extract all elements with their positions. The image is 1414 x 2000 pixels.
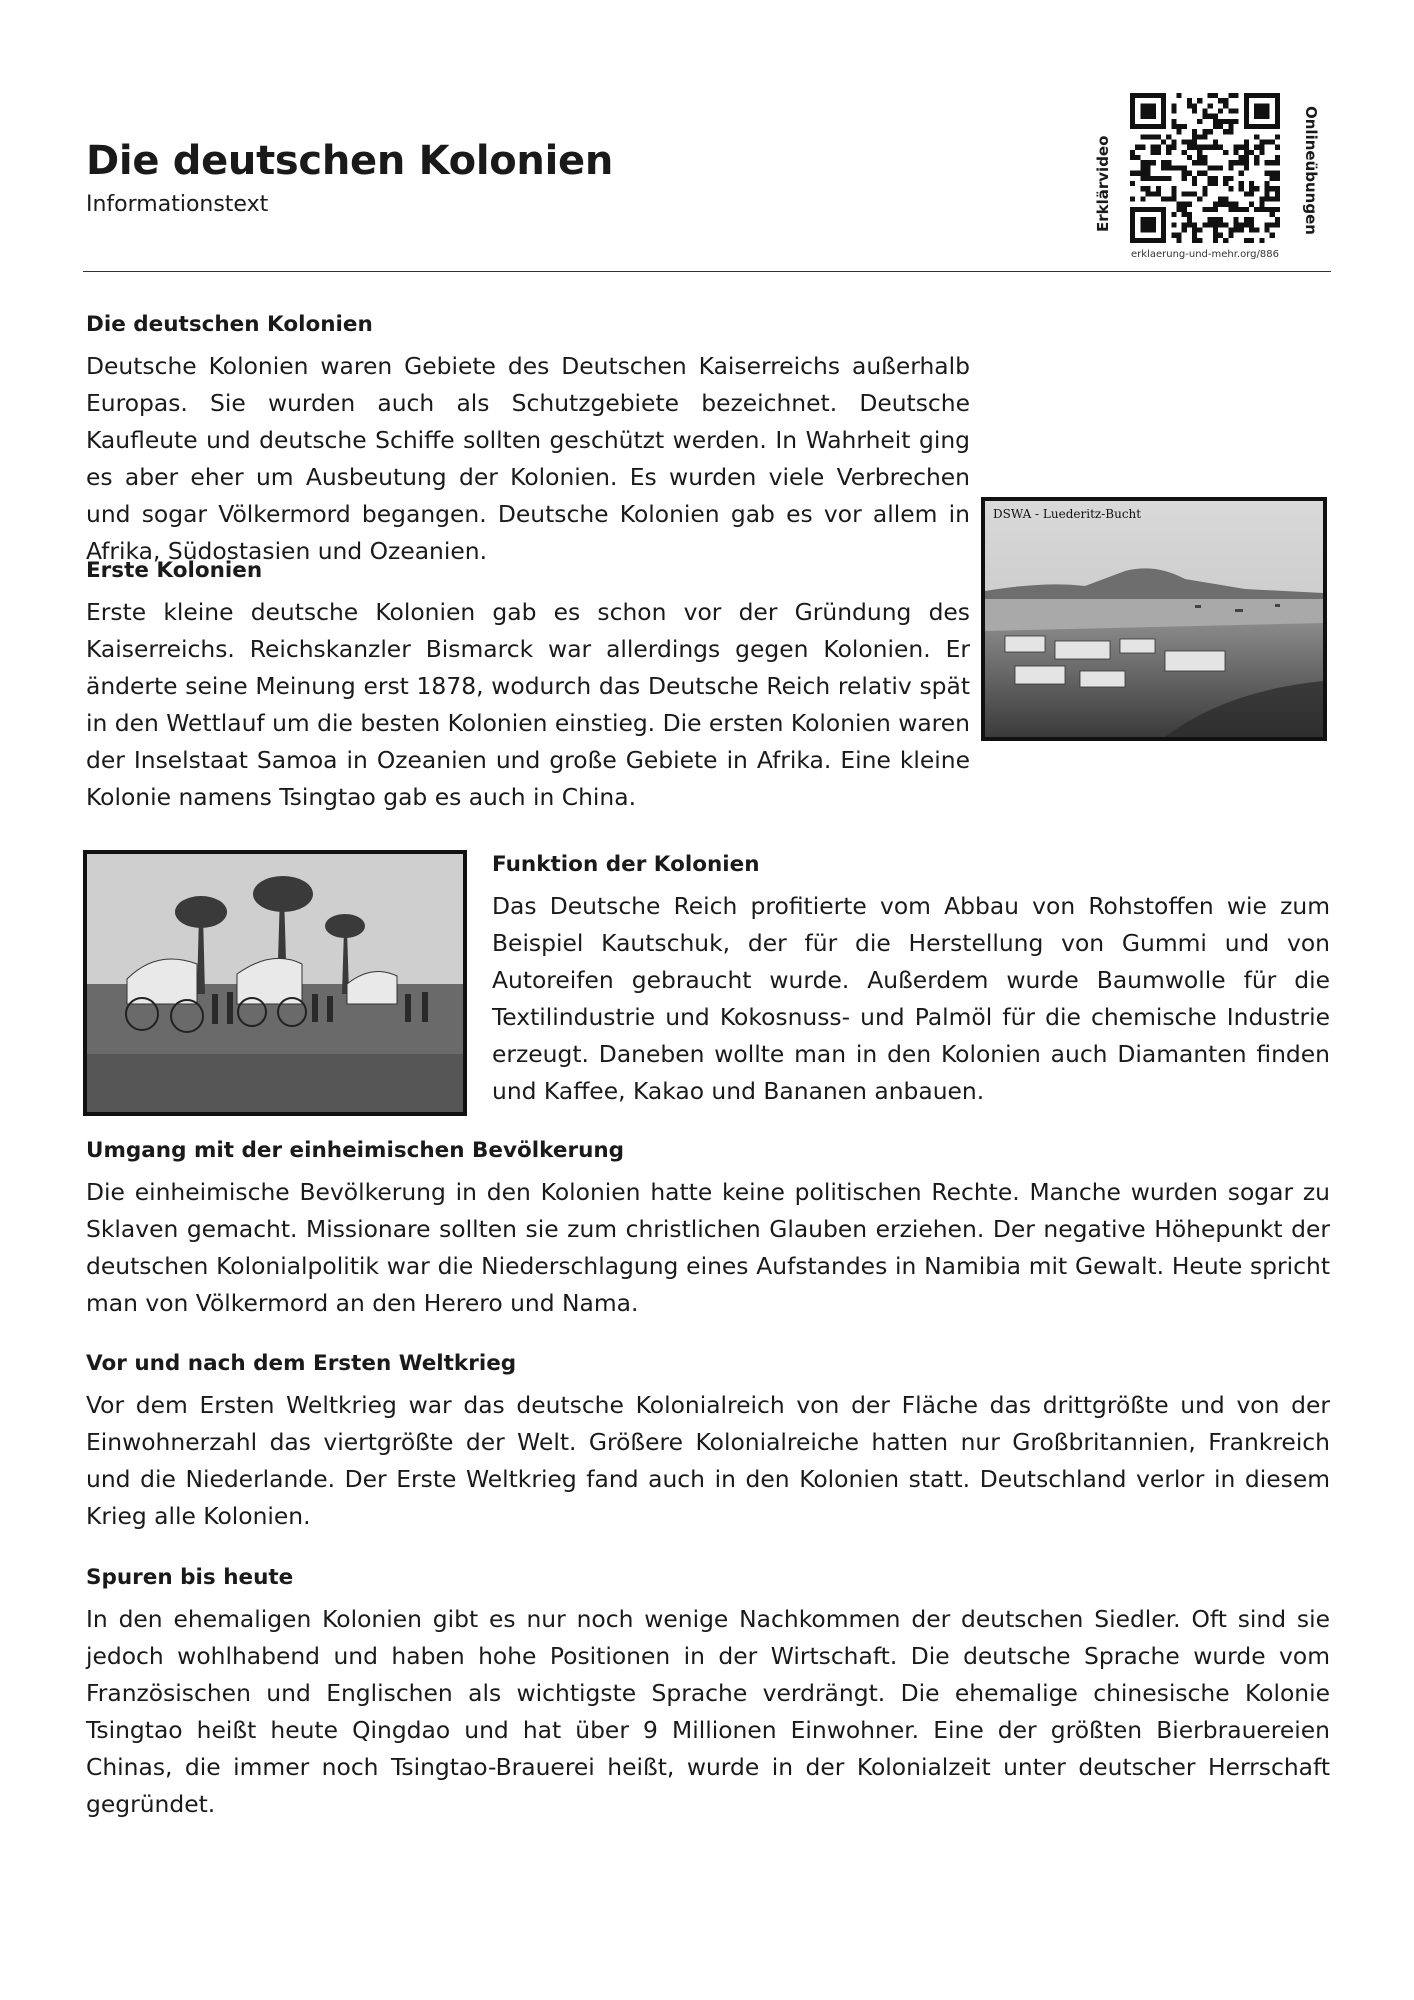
- header-divider: [83, 271, 1331, 272]
- qr-code[interactable]: [1130, 93, 1280, 243]
- section-umgang: [86, 1136, 1330, 1322]
- section-text-part: Erste kleine deutsche Kolonien gab es schon vor der Gründung des Kaiserreichs. Reichskanzler Bismarck war allerdings gegen Kolonien. Er änderte seine Meinung erst 1878, wodurch das Deutsche Reich relativ spät in den Wettlauf um die besten Kolonien einstieg. Die ersten Kolonien waren der Inselstaat Samoa in Ozeanien und große Gebiete in Afrika. Eine kleine Kolonie namens Tsingtao gab es auch in China.: [86, 598, 970, 811]
- video-link-label[interactable]: Erklärvideo: [1094, 135, 1112, 232]
- section-funktion: [492, 850, 1330, 1110]
- section-heading: Spuren bis heute: [86, 1565, 294, 1590]
- section-heading: Vor und nach dem Ersten Weltkrieg: [86, 1351, 517, 1376]
- float-spacer: [970, 594, 1330, 752]
- photo-caption: DSWA - Luederitz-Bucht: [993, 507, 1142, 521]
- section-heading: Funktion der Kolonien: [492, 852, 760, 877]
- qr-url[interactable]: erklaerung-und-mehr.org/886: [1131, 249, 1279, 260]
- section-text: Das Deutsche Reich profitierte vom Abbau von Rohstoffen wie zum Beispiel Kautschuk, der für die Herstellung von Gummi und von Autoreifen gebraucht wurde. Außerdem wurde Baumwolle für die Textilindustrie und Kokosnuss- und Palmöl für die chemische Industrie erzeugt. Daneben wollte man in den Kolonien auch Diamanten finden und Kaffee, Kakao und Bananen anbauen.: [492, 892, 1330, 1105]
- page-title: Die deutschen Kolonien: [86, 138, 614, 184]
- section-heading: Die deutschen Kolonien: [86, 312, 373, 337]
- section-text-part: Deutsche Kolonien waren Gebiete des Deutschen Kaiserreichs außerhalb Europas. Sie wurden auch als Schutzgebiete bezeichnet. Deutsche Kaufleute und deutsche Schiffe sollten geschützt werden. In Wahrheit ging es aber eher um Ausbeutung der Kolonien. Es wurden viele Verbrechen und sogar Völkermord begangen. Deutsche Kolonien gab es vor allem in Afrika, Südostasien und Ozeanien.: [86, 352, 970, 565]
- section-text: In den ehemaligen Kolonien gibt es nur noch wenige Nachkommen der deutschen Siedler. Oft sind sie jedoch wohlhabend und haben hohe Positionen in der Wirtschaft. Die deutsche Sprache wurde vom Französischen und Englischen als wichtigste Sprache verdrängt. Die ehemalige chinesische Kolonie Tsingtao heißt heute Qingdao und hat über 9 Millionen Einwohner. Eine der größten Bierbrauereien Chinas, die immer noch Tsingtao-Brauerei heißt, wurde in der Kolonialzeit unter deutscher Herrschaft gegründet.: [86, 1605, 1330, 1818]
- section-weltkrieg: [86, 1349, 1330, 1535]
- section-erste-kolonien: [86, 556, 1330, 816]
- online-exercises-label[interactable]: Onlineübungen: [1302, 106, 1320, 235]
- wagon-photo-image: [87, 854, 463, 1112]
- photo-wagons: [83, 850, 467, 1116]
- section-spuren: [86, 1563, 1330, 1823]
- section-text: Vor dem Ersten Weltkrieg war das deutsche Kolonialreich von der Fläche das drittgrößte und von der Einwohnerzahl das viertgrößte der Welt. Größere Kolonialreiche hatten nur Großbritannien, Frankreich und die Niederlande. Der Erste Weltkrieg fand auch in den Kolonien statt. Deutschland verlor in diesem Krieg alle Kolonien.: [86, 1391, 1330, 1530]
- section-heading: Umgang mit der einheimischen Bevölkerung: [86, 1138, 625, 1163]
- section-text: Die einheimische Bevölkerung in den Kolonien hatte keine politischen Rechte. Manche wurden sogar zu Sklaven gemacht. Missionare sollten sie zum christlichen Glauben erziehen. Der negative Höhepunkt der deutschen Kolonialpolitik war die Niederschlagung eines Aufstandes in Namibia mit Gewalt. Heute spricht man von Völkermord an den Herero und Nama.: [86, 1178, 1330, 1317]
- section-heading: Erste Kolonien: [86, 558, 263, 583]
- page-subtitle: Informationstext: [86, 192, 269, 217]
- section-text: [86, 594, 1330, 816]
